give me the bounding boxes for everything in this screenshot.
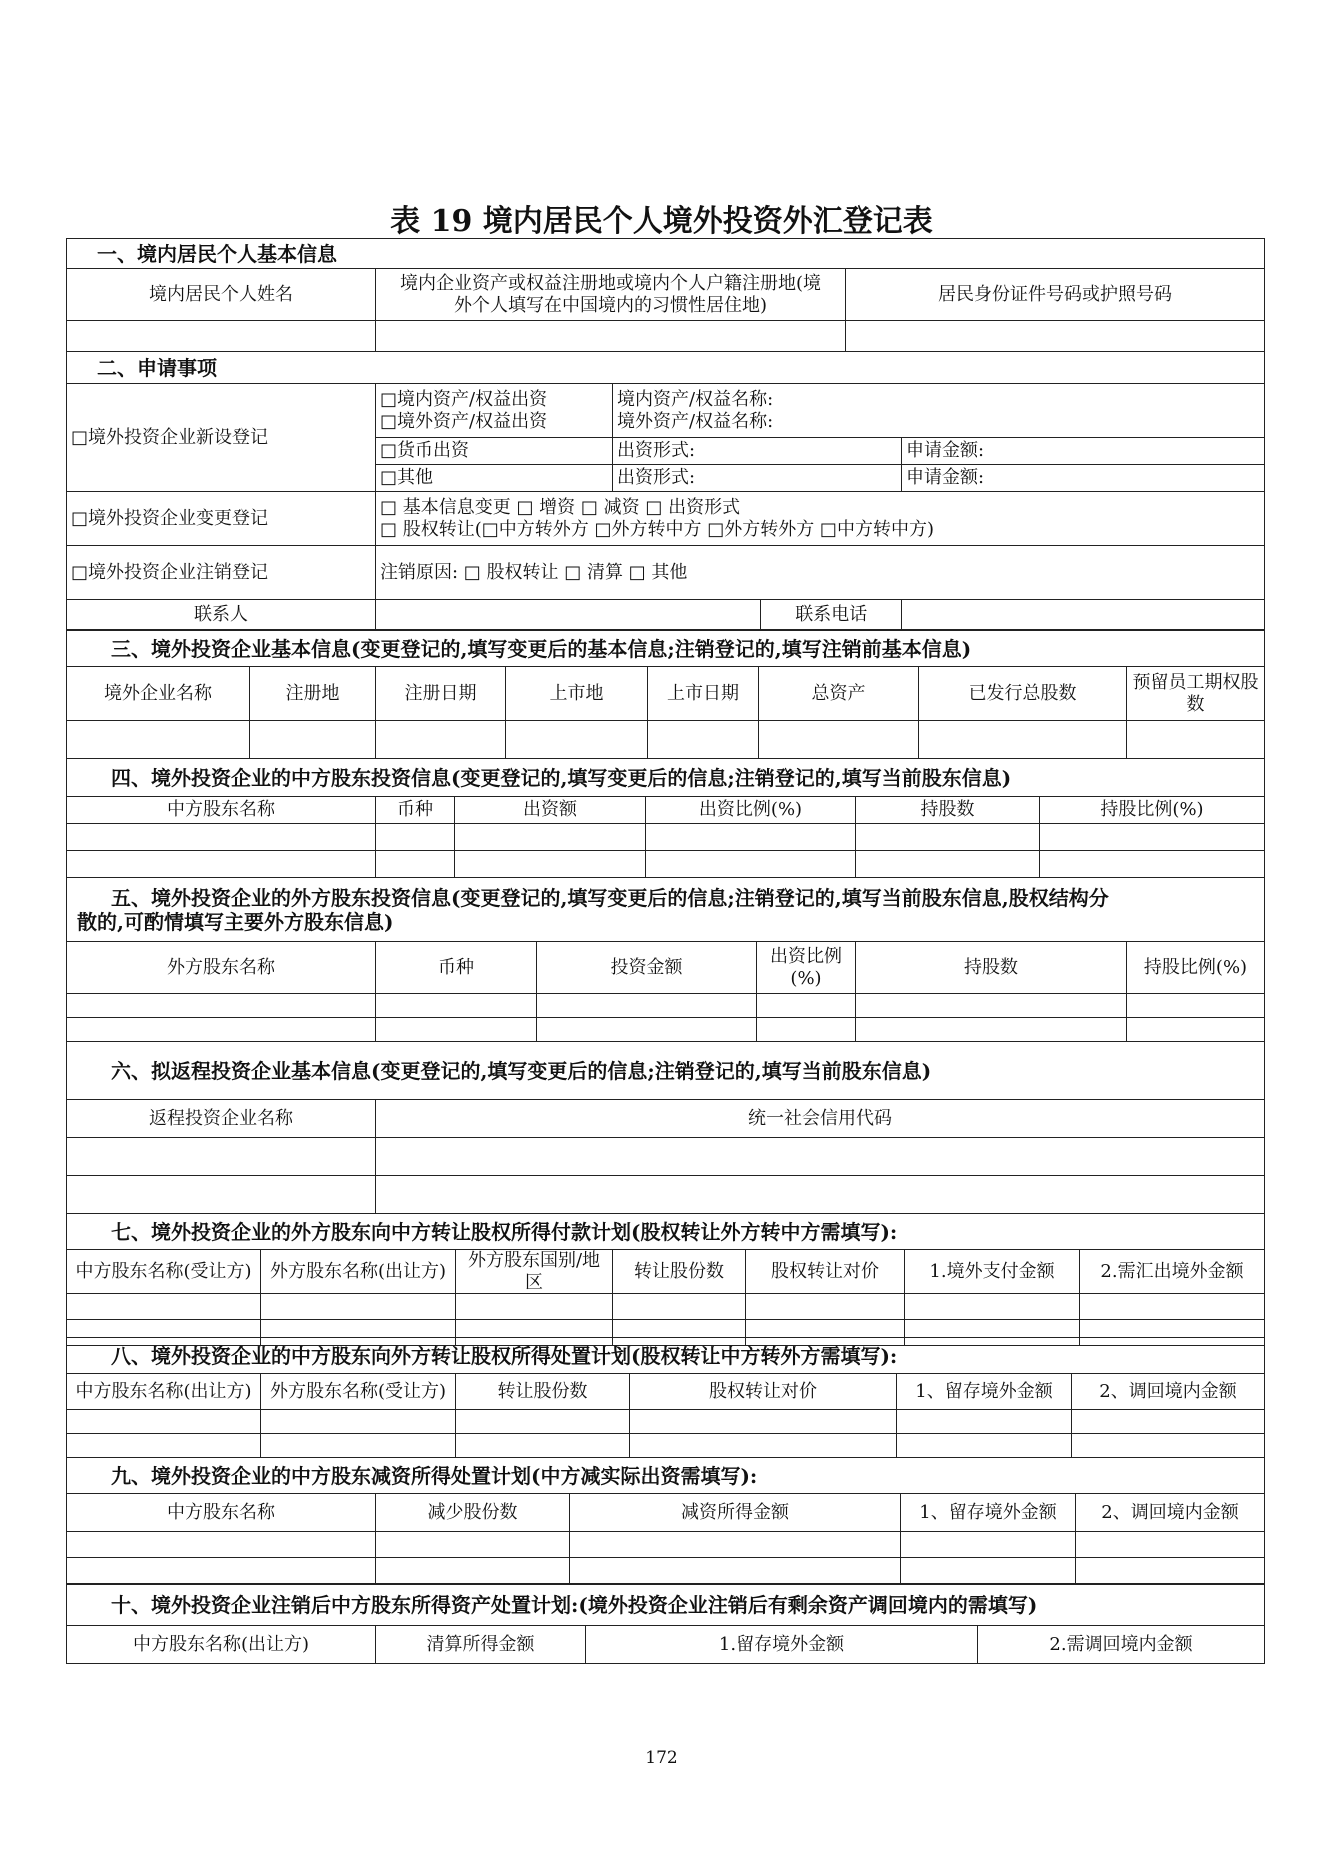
col-header: 持股数 <box>856 942 1127 994</box>
input-cell[interactable] <box>376 1138 1265 1176</box>
col-header: 转让股份数 <box>613 1250 746 1294</box>
checkbox-cancel-registration[interactable]: □境外投资企业注销登记 <box>67 546 376 600</box>
section-header: 二、申请事项 <box>67 352 1265 384</box>
change-options-line1[interactable]: □ 基本信息变更 □ 增资 □ 减资 □ 出资形式 <box>380 496 741 518</box>
input-cell[interactable] <box>746 1294 905 1320</box>
input-cell[interactable] <box>376 851 455 878</box>
label-other-form: 出资形式: <box>613 465 902 492</box>
col-header: 1、留存境外金额 <box>897 1374 1072 1410</box>
input-cell[interactable] <box>856 994 1127 1018</box>
section-capital-reduction <box>66 1457 1265 1584</box>
input-cell[interactable] <box>455 824 646 851</box>
col-header: 2、调回境内金额 <box>1076 1494 1265 1532</box>
section-header: 五、境外投资企业的外方股东投资信息(变更登记的,填写变更后的信息;注销登记的,填写当前股东信息,股权结构分 <box>111 885 1109 910</box>
checkbox-change-registration[interactable]: □境外投资企业变更登记 <box>67 492 376 546</box>
input-cell[interactable] <box>1072 1410 1265 1434</box>
checkbox-currency[interactable]: □货币出资 <box>376 438 613 465</box>
col-header: 持股比例(%) <box>1127 942 1265 994</box>
col-header: 持股数 <box>856 797 1040 824</box>
input-cell[interactable] <box>1127 994 1265 1018</box>
input-cell[interactable] <box>376 824 455 851</box>
col-header: 1.境外支付金额 <box>905 1250 1080 1294</box>
checkbox-other[interactable]: □其他 <box>376 465 613 492</box>
input-cell[interactable] <box>67 1410 261 1434</box>
input-cell[interactable] <box>1040 824 1265 851</box>
input-cell[interactable] <box>1076 1532 1265 1558</box>
input-cell[interactable] <box>455 851 646 878</box>
section-payment-plan <box>66 1213 1265 1346</box>
col-header-id-number: 居民身份证件号码或护照号码 <box>846 269 1265 321</box>
input-cell[interactable] <box>1072 1434 1265 1458</box>
input-cell[interactable] <box>261 1294 456 1320</box>
input-cell[interactable] <box>759 721 919 759</box>
col-header-line: 境内企业资产或权益注册地或境内个人户籍注册地(境 <box>399 272 822 294</box>
input-contact[interactable] <box>376 600 760 629</box>
col-header: 外方股东国别/地区 <box>456 1250 613 1294</box>
section-header: 散的,可酌情填写主要外方股东信息) <box>77 909 394 934</box>
col-header: 中方股东名称(出让方) <box>67 1374 261 1410</box>
input-cell[interactable] <box>67 994 376 1018</box>
col-header: 币种 <box>376 942 537 994</box>
section-header: 四、境外投资企业的中方股东投资信息(变更登记的,填写变更后的信息;注销登记的,填写当前股东信息) <box>67 759 1265 797</box>
input-cell[interactable] <box>67 824 376 851</box>
input-cell[interactable] <box>456 1294 613 1320</box>
col-header: 股权转让对价 <box>630 1374 897 1410</box>
input-cell[interactable] <box>67 1176 376 1214</box>
section-header: 七、境外投资企业的外方股东向中方转让股权所得付款计划(股权转让外方转中方需填写): <box>67 1214 1265 1250</box>
input-cell[interactable] <box>1127 721 1265 759</box>
col-header: 投资金额 <box>537 942 757 994</box>
input-cell[interactable] <box>648 721 759 759</box>
col-header: 上市地 <box>506 667 648 721</box>
input-cell[interactable] <box>646 851 856 878</box>
input-cell[interactable] <box>67 851 376 878</box>
input-cell[interactable] <box>901 1558 1076 1584</box>
input-cell[interactable] <box>67 721 250 759</box>
col-header: 2.需汇出境外金额 <box>1080 1250 1265 1294</box>
input-cell[interactable] <box>506 721 648 759</box>
col-header: 中方股东名称(受让方) <box>67 1250 261 1294</box>
input-name[interactable] <box>67 321 376 352</box>
col-header: 币种 <box>376 797 455 824</box>
col-header: 出资比例(%) <box>646 797 856 824</box>
input-cell[interactable] <box>67 1138 376 1176</box>
input-cell[interactable] <box>646 824 856 851</box>
input-cell[interactable] <box>919 721 1127 759</box>
input-cell[interactable] <box>630 1410 897 1434</box>
label-other-amount: 申请金额: <box>902 465 1265 492</box>
col-header: 出资比例(%) <box>757 942 856 994</box>
input-cell[interactable] <box>570 1532 901 1558</box>
label-contact: 联系人 <box>67 600 376 630</box>
col-header: 减资所得金额 <box>570 1494 901 1532</box>
col-header: 返程投资企业名称 <box>67 1100 376 1138</box>
input-cell[interactable] <box>261 1410 456 1434</box>
col-header: 减少股份数 <box>376 1494 570 1532</box>
section-header: 六、拟返程投资企业基本信息(变更登记的,填写变更后的信息;注销登记的,填写当前股东信息) <box>67 1042 1265 1100</box>
input-registration[interactable] <box>376 321 846 352</box>
col-header: 外方股东名称(受让方) <box>261 1374 456 1410</box>
col-header: 注册日期 <box>376 667 506 721</box>
col-header-line: 外个人填写在中国境内的习惯性居住地) <box>453 294 768 316</box>
input-cell[interactable] <box>757 1018 856 1042</box>
section-basic-info <box>66 238 1265 352</box>
input-cell[interactable] <box>376 721 506 759</box>
section-overseas-company <box>66 630 1265 759</box>
checkbox-new-registration[interactable]: □境外投资企业新设登记 <box>67 384 376 492</box>
section-header: 八、境外投资企业的中方股东向外方转让股权所得处置计划(股权转让中方转外方需填写): <box>67 1338 1265 1374</box>
input-cell[interactable] <box>905 1294 1080 1320</box>
change-options-line2[interactable]: □ 股权转让(□中方转外方 □外方转中方 □外方转外方 □中方转中方) <box>380 518 934 540</box>
label-foreign-asset-name: 境外资产/权益名称: <box>617 410 774 432</box>
col-header: 1、留存境外金额 <box>901 1494 1076 1532</box>
col-header: 已发行总股数 <box>919 667 1127 721</box>
input-cell[interactable] <box>1040 851 1265 878</box>
checkbox-domestic-asset[interactable]: □境内资产/权益出资 <box>380 388 548 410</box>
input-cell[interactable] <box>67 1018 376 1042</box>
input-cell[interactable] <box>630 1434 897 1458</box>
col-header: 2、调回境内金额 <box>1072 1374 1265 1410</box>
col-header: 上市日期 <box>648 667 759 721</box>
section-round-trip <box>66 1041 1265 1214</box>
input-cell[interactable] <box>613 1294 746 1320</box>
input-cell[interactable] <box>376 1532 570 1558</box>
input-cell[interactable] <box>376 1176 1265 1214</box>
input-cell[interactable] <box>570 1558 901 1584</box>
input-cell[interactable] <box>67 1434 261 1458</box>
col-header-name: 境内居民个人姓名 <box>67 269 376 321</box>
input-cell[interactable] <box>456 1410 630 1434</box>
checkbox-foreign-asset[interactable]: □境外资产/权益出资 <box>380 410 548 432</box>
input-cell[interactable] <box>757 994 856 1018</box>
section-disposal-plan <box>66 1337 1265 1458</box>
label-domestic-asset-name: 境内资产/权益名称: <box>617 388 774 410</box>
input-cell[interactable] <box>856 824 1040 851</box>
input-cell[interactable] <box>856 851 1040 878</box>
input-cell[interactable] <box>376 1018 537 1042</box>
section-liquidation <box>66 1584 1265 1664</box>
col-header-registration <box>376 269 846 321</box>
input-cell[interactable] <box>856 1018 1127 1042</box>
col-header: 中方股东名称 <box>67 797 376 824</box>
section-header: 三、境外投资企业基本信息(变更登记的,填写变更后的基本信息;注销登记的,填写注销前基本信息) <box>67 631 1265 667</box>
section-chinese-shareholders <box>66 758 1265 878</box>
col-header: 股权转让对价 <box>746 1250 905 1294</box>
input-cell[interactable] <box>67 1532 376 1558</box>
col-header: 境外企业名称 <box>67 667 250 721</box>
input-cell[interactable] <box>537 1018 757 1042</box>
cancel-reason-options[interactable]: 注销原因: □ 股权转让 □ 清算 □ 其他 <box>376 546 1265 600</box>
section-foreign-shareholders <box>66 877 1265 1042</box>
col-header: 外方股东名称 <box>67 942 376 994</box>
input-cell[interactable] <box>537 994 757 1018</box>
input-cell[interactable] <box>67 1558 376 1584</box>
page-number: 172 <box>645 1748 678 1768</box>
input-id-number[interactable] <box>846 321 1265 352</box>
section-application <box>66 351 1265 630</box>
input-cell[interactable] <box>1076 1558 1265 1584</box>
input-cell[interactable] <box>1080 1294 1265 1320</box>
col-header: 总资产 <box>759 667 919 721</box>
label-currency-amount: 申请金额: <box>902 438 1265 465</box>
col-header: 出资额 <box>455 797 646 824</box>
col-header: 外方股东名称(出让方) <box>261 1250 456 1294</box>
input-cell[interactable] <box>67 1294 261 1320</box>
input-cell[interactable] <box>376 1558 570 1584</box>
input-cell[interactable] <box>261 1434 456 1458</box>
input-cell[interactable] <box>456 1434 630 1458</box>
input-cell[interactable] <box>1127 1018 1265 1042</box>
col-header: 注册地 <box>250 667 376 721</box>
col-header: 持股比例(%) <box>1040 797 1265 824</box>
col-header: 1.留存境外金额 <box>586 1626 978 1664</box>
input-cell[interactable] <box>897 1410 1072 1434</box>
section-header: 一、境内居民个人基本信息 <box>67 239 1265 269</box>
input-cell[interactable] <box>897 1434 1072 1458</box>
col-header: 统一社会信用代码 <box>376 1100 1265 1138</box>
input-phone[interactable] <box>902 600 1265 630</box>
col-header: 清算所得金额 <box>376 1626 586 1664</box>
col-header: 中方股东名称(出让方) <box>67 1626 376 1664</box>
input-cell[interactable] <box>250 721 376 759</box>
label-currency-form: 出资形式: <box>613 438 902 465</box>
input-cell[interactable] <box>901 1532 1076 1558</box>
section-header: 十、境外投资企业注销后中方股东所得资产处置计划:(境外投资企业注销后有剩余资产调回境内的需填写) <box>67 1585 1265 1626</box>
col-header: 中方股东名称 <box>67 1494 376 1532</box>
page-title: 表 19 境内居民个人境外投资外汇登记表 <box>390 204 933 239</box>
section-header: 九、境外投资企业的中方股东减资所得处置计划(中方减实际出资需填写): <box>67 1458 1265 1494</box>
input-cell[interactable] <box>376 994 537 1018</box>
col-header: 转让股份数 <box>456 1374 630 1410</box>
col-header: 2.需调回境内金额 <box>978 1626 1265 1664</box>
label-phone: 联系电话 <box>795 603 868 625</box>
col-header: 预留员工期权股数 <box>1127 667 1265 721</box>
